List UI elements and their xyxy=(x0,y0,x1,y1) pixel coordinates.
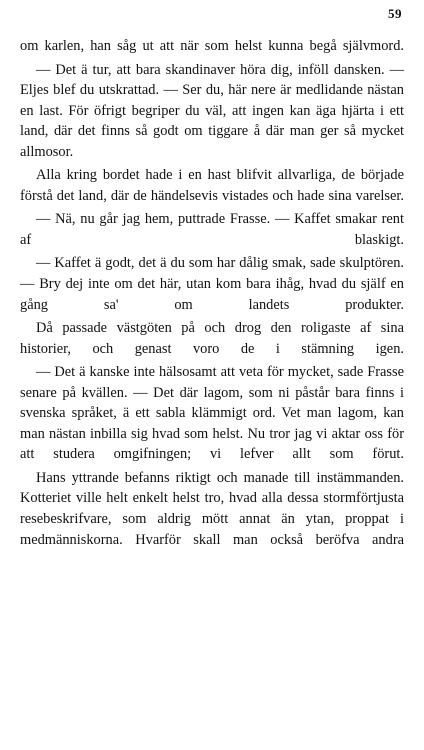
paragraph-6: Då passade västgöten på och drog den roligaste af sina historier, och genast voro de i stämning igen. xyxy=(20,320,404,357)
paragraph-2: — Det ä tur, att bara skandinaver höra dig, inföll dansken. — Eljes blef du utskrattad. — Ser du, här nere är medlidande nästan en last. För öfrigt begriper du väl, att ingen kan äga hjärta i ett land, där det finns så godt om tiggare å där man ger så mycket allmosor. xyxy=(20,61,404,160)
page-text xyxy=(20,36,404,553)
paragraph-3: Alla kring bordet hade i en hast blifvit allvarliga, de började förstå det land, där de händelsevis vistades och hade sina varelser. xyxy=(20,167,404,204)
page-number: 59 xyxy=(388,6,402,21)
paragraph-8: Hans yttrande befanns riktigt och manade till instämmanden. Kotteriet ville helt enkelt helst tro, hvad alla dessa stormförtjusta resebeskrifvare, som aldrig mött annat än ytan, proppat i medmänniskorna. Hvarför skall man också beröfva andra xyxy=(20,469,404,548)
paragraph-1: om karlen, han såg ut att när som helst kunna begå självmord. xyxy=(20,38,404,54)
paragraph-4: — Nä, nu går jag hem, puttrade Frasse. — Kaffet smakar rent af blaskigt. xyxy=(20,211,404,248)
paragraph-7: — Det ä kanske inte hälsosamt att veta för mycket, sade Frasse senare på kvällen. — Det där lagom, som ni påstår bara finns i svenska språket, ä ett sabla klämmigt ord. Vet man lagom, kan man nästan inbilla sig hvad som helst. Nu tror jag vi aktar oss för att studera omgifningen; vi lefver allt som förut. xyxy=(20,364,404,463)
paragraph-5: — Kaffet ä godt, det ä du som har dålig smak, sade skulptören. — Bry dej inte om det här, utan kom bara ihåg, hvad du själf en gång sa' om landets produkter. xyxy=(20,255,404,313)
